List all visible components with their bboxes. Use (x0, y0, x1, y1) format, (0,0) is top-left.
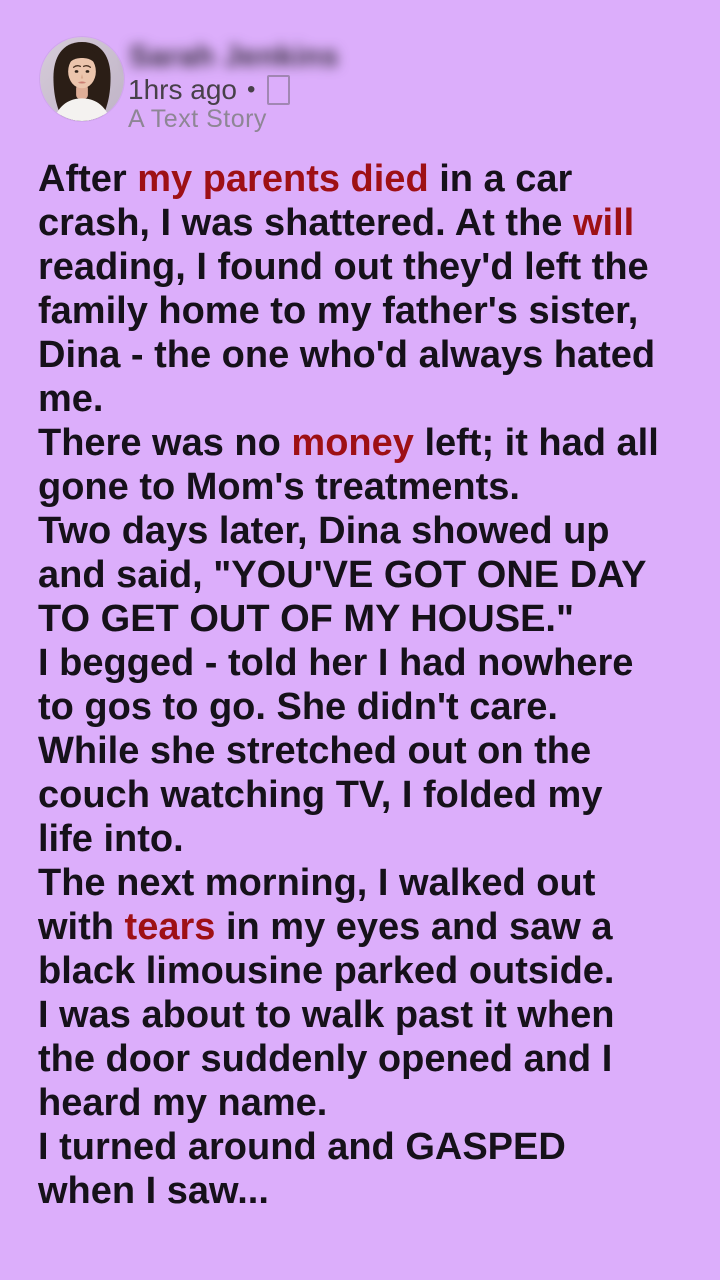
story-line: The next morning, I walked out (38, 862, 596, 904)
story-line: with tears in my eyes and saw a (38, 906, 613, 948)
story-line: and said, "YOU'VE GOT ONE DAY (38, 554, 647, 596)
story-line: gone to Mom's treatments. (38, 466, 520, 508)
story-line: While she stretched out on the (38, 730, 592, 772)
woman-portrait-icon (40, 37, 124, 121)
story-line: black limousine parked outside. (38, 950, 615, 992)
story-line: After my parents died in a car (38, 158, 573, 200)
timestamp: 1hrs ago (128, 74, 237, 105)
highlighted-text: my parents died (137, 158, 429, 200)
story-line: to gos to go. She didn't care. (38, 686, 558, 728)
story-line: the door suddenly opened and I (38, 1038, 613, 1080)
story-text (38, 157, 706, 1213)
highlighted-text: money (291, 422, 414, 464)
story-line: family home to my father's sister, (38, 290, 639, 332)
story-line: life into. (38, 818, 184, 860)
story-line: when I saw... (38, 1170, 269, 1212)
story-line: me. (38, 378, 104, 420)
story-line: I was about to walk past it when (38, 994, 615, 1036)
story-line: Dina - the one who'd always hated (38, 334, 656, 376)
avatar[interactable] (40, 37, 124, 121)
privacy-glyph-box-icon (267, 75, 290, 105)
highlighted-text: tears (124, 906, 216, 948)
story-line: heard my name. (38, 1082, 328, 1124)
story-line: Two days later, Dina showed up (38, 510, 610, 552)
post-subtitle: A Text Story (128, 105, 267, 133)
story-line: I begged - told her I had nowhere (38, 642, 634, 684)
story-line: couch watching TV, I folded my (38, 774, 603, 816)
story-line: TO GET OUT OF MY HOUSE." (38, 598, 574, 640)
author-name[interactable]: Sarah Jenkins (129, 40, 339, 73)
story-line: crash, I was shattered. At the will (38, 202, 635, 244)
highlighted-text: will (573, 202, 635, 244)
story-line: There was no money left; it had all (38, 422, 659, 464)
post-meta (128, 74, 290, 106)
story-line: reading, I found out they'd left the (38, 246, 649, 288)
story-line: I turned around and GASPED (38, 1126, 566, 1168)
separator-dot: • (246, 76, 256, 103)
